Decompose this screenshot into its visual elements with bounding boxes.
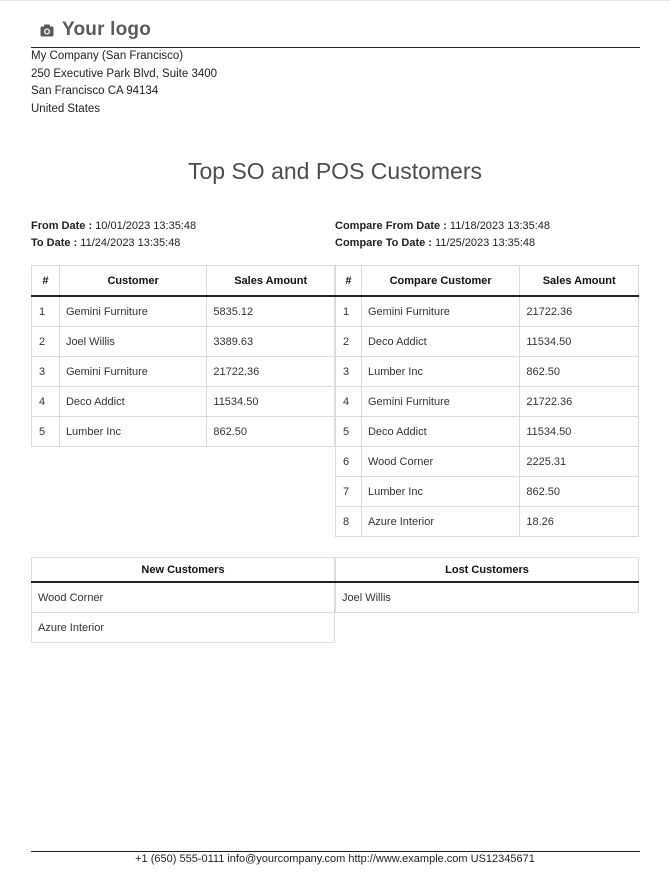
new-customers-table	[31, 557, 335, 643]
to-date-value: 11/24/2023 13:35:48	[80, 237, 181, 249]
to-date-label: To Date :	[31, 237, 78, 249]
sales-amount: 21722.36	[520, 387, 639, 417]
column-header-compare-customer: Compare Customer	[361, 266, 519, 297]
footer-contact: +1 (650) 555-0111 info@yourcompany.com http://www.example.com US12345671	[135, 853, 535, 865]
table-row	[336, 387, 639, 417]
date-range	[31, 218, 196, 252]
column-header-new-customers: New Customers	[32, 558, 335, 583]
sales-amount: 21722.36	[520, 296, 639, 327]
company-street: 250 Executive Park Blvd, Suite 3400	[31, 67, 218, 80]
company-city: San Francisco CA 94134	[31, 85, 159, 97]
table-row	[32, 613, 335, 643]
table-row	[32, 387, 335, 417]
sales-amount: 2225.31	[520, 447, 639, 477]
sales-amount: 11534.50	[520, 417, 639, 447]
sales-amount: 5835.12	[207, 296, 335, 327]
sales-amount: 11534.50	[520, 327, 639, 357]
from-date-label: From Date :	[31, 220, 93, 232]
company-country: United States	[31, 102, 101, 115]
row-index: 4	[336, 387, 362, 417]
customer-name: Joel Willis	[59, 327, 206, 357]
row-index: 8	[336, 507, 362, 537]
customer-name: Gemini Furniture	[361, 387, 519, 417]
row-index: 7	[336, 477, 362, 507]
compare-from-date-value: 11/18/2023 13:35:48	[449, 220, 551, 232]
table-row	[336, 417, 639, 447]
sales-amount: 21722.36	[207, 357, 335, 387]
table-row	[336, 507, 639, 537]
customer-name: Gemini Furniture	[59, 296, 206, 327]
row-index: 1	[32, 296, 60, 327]
table-row	[32, 582, 335, 613]
row-index: 5	[32, 417, 60, 447]
column-header-index: #	[32, 266, 60, 297]
customer-name: Wood Corner	[32, 582, 335, 613]
table-row	[336, 582, 639, 613]
customer-name: Lumber Inc	[361, 477, 519, 507]
customer-name: Joel Willis	[336, 582, 639, 613]
compare-date-range	[335, 218, 550, 252]
table-row	[32, 417, 335, 447]
report-title: Top SO and POS Customers	[187, 158, 482, 184]
sales-amount: 862.50	[520, 357, 639, 387]
compare-from-date-line	[335, 218, 550, 235]
customer-name: Lumber Inc	[361, 357, 519, 387]
page-top-border	[0, 0, 670, 1]
company-address	[31, 48, 217, 118]
customer-name: Deco Addict	[361, 327, 519, 357]
company-logo	[40, 19, 151, 41]
column-header-index: #	[336, 266, 362, 297]
table-row	[336, 296, 639, 327]
compare-customers-table	[335, 265, 639, 537]
table-row	[336, 477, 639, 507]
lost-customers-table	[335, 557, 639, 613]
sales-amount: 11534.50	[207, 387, 335, 417]
table-row	[32, 296, 335, 327]
row-index: 1	[336, 296, 362, 327]
compare-from-date-label: Compare From Date :	[335, 220, 447, 232]
sales-amount: 862.50	[207, 417, 335, 447]
table-header-row	[336, 266, 639, 297]
customer-name: Lumber Inc	[59, 417, 206, 447]
sales-amount: 3389.63	[207, 327, 335, 357]
top-customers-table	[31, 265, 335, 447]
table-header-row	[336, 558, 639, 583]
column-header-sales-amount: Sales Amount	[520, 266, 639, 297]
row-index: 3	[32, 357, 60, 387]
sales-amount: 18.26	[520, 507, 639, 537]
company-name: My Company (San Francisco)	[31, 50, 184, 62]
row-index: 2	[32, 327, 60, 357]
table-header-row	[32, 558, 335, 583]
table-row	[336, 447, 639, 477]
customer-name: Wood Corner	[361, 447, 519, 477]
column-header-customer: Customer	[59, 266, 206, 297]
camera-icon	[40, 24, 54, 37]
compare-to-date-value: 11/25/2023 13:35:48	[435, 237, 536, 249]
column-header-sales-amount: Sales Amount	[207, 266, 335, 297]
to-date-line	[31, 235, 196, 252]
from-date-value: 10/01/2023 13:35:48	[95, 220, 197, 232]
customer-name: Azure Interior	[32, 613, 335, 643]
customer-name: Azure Interior	[361, 507, 519, 537]
row-index: 5	[336, 417, 362, 447]
table-row	[336, 357, 639, 387]
row-index: 6	[336, 447, 362, 477]
customer-name: Gemini Furniture	[59, 357, 206, 387]
logo-text: Your logo	[62, 19, 152, 40]
row-index: 4	[32, 387, 60, 417]
from-date-line	[31, 218, 196, 235]
customer-name: Deco Addict	[361, 417, 519, 447]
customer-name: Gemini Furniture	[361, 296, 519, 327]
customer-name: Deco Addict	[59, 387, 206, 417]
table-header-row	[32, 266, 335, 297]
sales-amount: 862.50	[520, 477, 639, 507]
compare-to-date-line	[335, 235, 550, 252]
table-row	[32, 327, 335, 357]
row-index: 2	[336, 327, 362, 357]
column-header-lost-customers: Lost Customers	[336, 558, 639, 583]
table-row	[336, 327, 639, 357]
footer-divider	[31, 851, 640, 852]
table-row	[32, 357, 335, 387]
row-index: 3	[336, 357, 362, 387]
compare-to-date-label: Compare To Date :	[335, 237, 432, 249]
